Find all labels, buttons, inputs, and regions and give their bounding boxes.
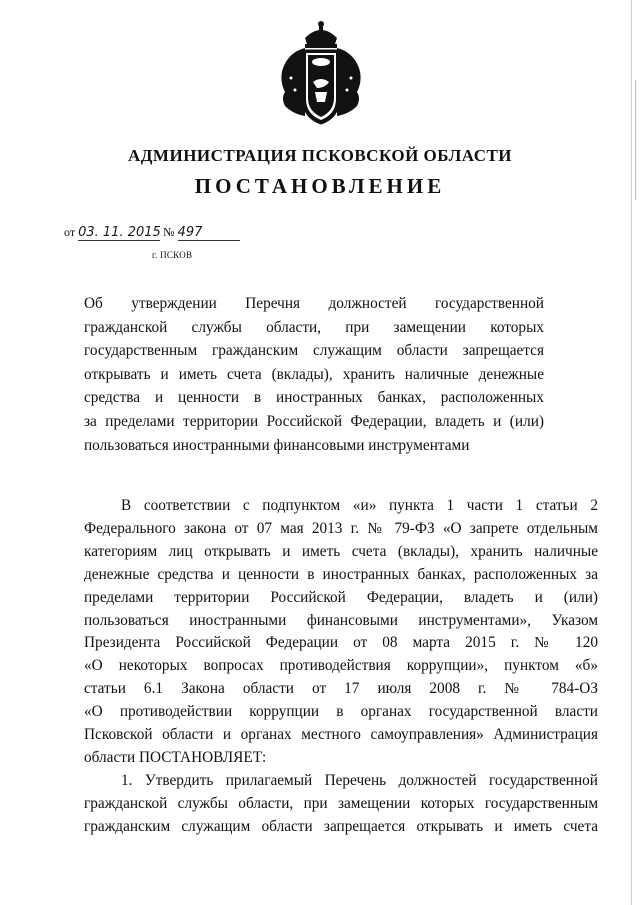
body-line: Президента Российской Федерации от 08 марта 2015 г. № 120 bbox=[84, 634, 598, 652]
body-line: 1. Утвердить прилагаемый Перечень должностей государственной bbox=[121, 771, 598, 789]
scan-edge-line bbox=[631, 0, 632, 905]
body-line: статьи 6.1 Закона области от 17 июля 2008 г. № 784-ОЗ bbox=[84, 680, 598, 698]
body-line: «О некоторых вопросах противодействия коррупции», пунктом «б» bbox=[84, 657, 598, 675]
city-label: г. ПСКОВ bbox=[152, 250, 193, 260]
subject-line: Об утверждении Перечня должностей государственной bbox=[84, 295, 544, 312]
body-line: пользоваться иностранными финансовыми инструментами», Указом bbox=[84, 611, 598, 629]
document-type-title: ПОСТАНОВЛЕНИЕ bbox=[194, 174, 446, 198]
organization-title: АДМИНИСТРАЦИЯ ПСКОВСКОЙ ОБЛАСТИ bbox=[127, 146, 513, 165]
body-line: В соответствии с подпунктом «и» пункта 1 части 1 статьи 2 bbox=[121, 497, 598, 514]
subject-line: за пределами территории Российской Федерации, владеть и (или) bbox=[84, 412, 544, 430]
body-line: Псковской области и органах местного самоуправления» Администрация bbox=[84, 726, 598, 744]
registration-line bbox=[64, 225, 240, 241]
body-line: гражданской службы области, при замещении которых государственным bbox=[84, 794, 598, 812]
document-body bbox=[84, 495, 598, 839]
number-label: № bbox=[163, 225, 175, 239]
handwritten-date: 03. 11. 2015 bbox=[78, 225, 161, 240]
subject-line: пользоваться иностранными финансовыми инструментами bbox=[84, 436, 470, 454]
handwritten-number: 497 bbox=[178, 225, 240, 241]
body-line: области ПОСТАНОВЛЯЕТ: bbox=[84, 748, 267, 766]
body-line: «О противодействии коррупции в органах государственной власти bbox=[84, 703, 598, 721]
subject-line: открывать и иметь счета (вклады), хранить наличные денежные bbox=[84, 365, 544, 383]
body-line: Федерального закона от 07 мая 2013 г. № 79-ФЗ «О запрете отдельным bbox=[84, 519, 598, 537]
date-from-label: от bbox=[64, 225, 76, 239]
body-line: денежные средства и ценности в иностранных банках, расположенных за bbox=[84, 565, 598, 583]
body-line: категориям лиц открывать и иметь счета (вклады), хранить наличные bbox=[84, 542, 598, 560]
body-line: пределами территории Российской Федерации, владеть и (или) bbox=[84, 588, 598, 606]
pskov-coat-of-arms-icon bbox=[275, 18, 367, 132]
subject-line: гражданской службы области, при замещении которых bbox=[84, 318, 544, 336]
body-line: гражданским служащим области запрещается открывать и иметь счета bbox=[84, 817, 598, 835]
document-subject bbox=[84, 292, 544, 457]
subject-line: государственным гражданским служащим области запрещается bbox=[84, 342, 544, 360]
subject-line: средства и ценности в иностранных банках, расположенных bbox=[84, 389, 544, 407]
